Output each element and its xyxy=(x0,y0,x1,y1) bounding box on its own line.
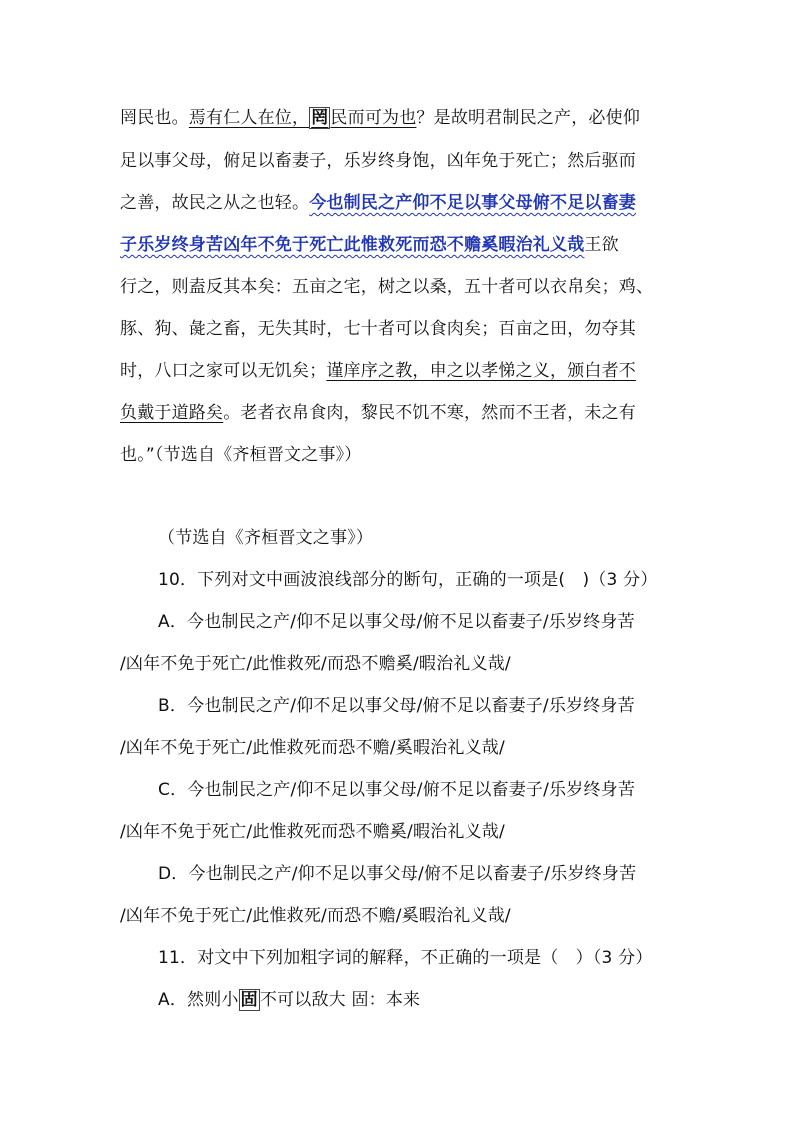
question-11-stem: 11．对文中下列加粗字词的解释，不正确的一项是（ ）（3 分） xyxy=(158,948,653,968)
passage-line-2: 足以事父母，俯足以畜妻子，乐岁终身饱，凶年免于死亡；然后驱而 xyxy=(120,151,636,171)
passage-text: 罔民也。 xyxy=(120,108,189,128)
option-d-line-1: D．今也制民之产/仰不足以事父母/俯不足以畜妻子/乐岁终身苦 xyxy=(158,864,637,884)
passage-line-6: 豚、狗、彘之畜，无失其时，七十者可以食肉矣；百亩之田，勿夺其 xyxy=(120,319,636,339)
passage-text: 时，八口之家可以无饥矣； xyxy=(120,361,327,381)
wavy-underlined-passage: 今也制民之产仰不足以事父母俯不足以畜妻 xyxy=(309,193,637,213)
question-11-option-a: A．然则小 固 不可以敌大 固：本来 xyxy=(158,990,421,1010)
passage-text: ？是故明君制民之产，必使仰 xyxy=(416,108,641,128)
option-b-line-1: B．今也制民之产/仰不足以事父母/俯不足以畜妻子/乐岁终身苦 xyxy=(158,696,635,716)
passage-line-8 xyxy=(120,401,636,425)
passage-line-7 xyxy=(120,359,636,383)
passage-line-3 xyxy=(120,191,636,215)
option-a-line-2: /凶年不免于死亡/此惟救死/而恐不赡奚/暇治礼义哉/ xyxy=(120,654,511,674)
passage-text: 王欲 xyxy=(584,235,619,255)
underlined-phrase: 焉有仁人在位， 罔 民而可为也 xyxy=(188,108,417,128)
option-c-line-1: C．今也制民之产/仰不足以事父母/俯不足以畜妻子/乐岁终身苦 xyxy=(158,780,636,800)
passage-text: 之善，故民之从之也轻。 xyxy=(120,193,310,213)
option-c-line-2: /凶年不免于死亡/此惟救死而恐不赡奚/暇治礼义哉/ xyxy=(120,822,505,842)
option-d-line-2: /凶年不免于死亡/此惟救死/而恐不赡/奚暇治礼义哉/ xyxy=(120,906,511,926)
option-b-line-2: /凶年不免于死亡/此惟救死而恐不赡/奚暇治礼义哉/ xyxy=(120,738,505,758)
passage-line-9: 也。”（节选自《齐桓晋文之事》） xyxy=(120,445,362,465)
passage-line-5: 行之，则盍反其本矣：五亩之宅，树之以桑，五十者可以衣帛矣；鸡、 xyxy=(120,277,654,297)
passage-text: 。老者衣帛食肉，黎民不饥不寒，然而不王者，未之有 xyxy=(223,403,637,423)
question-10-stem: 10．下列对文中画波浪线部分的断句，正确的一项是( )（3 分） xyxy=(158,570,658,590)
underlined-phrase: 负戴于道路矣 xyxy=(120,403,224,423)
underlined-phrase: 谨庠序之教，申之以孝悌之义，颁白者不 xyxy=(326,361,637,381)
source-note: （节选自《齐桓晋文之事》） xyxy=(158,528,374,548)
bold-keyword: 罔 xyxy=(311,108,329,128)
bold-keyword: 固 xyxy=(240,990,258,1010)
wavy-underlined-passage: 子乐岁终身苦凶年不免于死亡此惟救死而恐不赡奚暇治礼义哉 xyxy=(120,235,585,255)
passage-line-4 xyxy=(120,233,619,257)
option-a-line-1: A．今也制民之产/仰不足以事父母/俯不足以畜妻子/乐岁终身苦 xyxy=(158,612,635,632)
passage-line-1 xyxy=(120,106,640,130)
